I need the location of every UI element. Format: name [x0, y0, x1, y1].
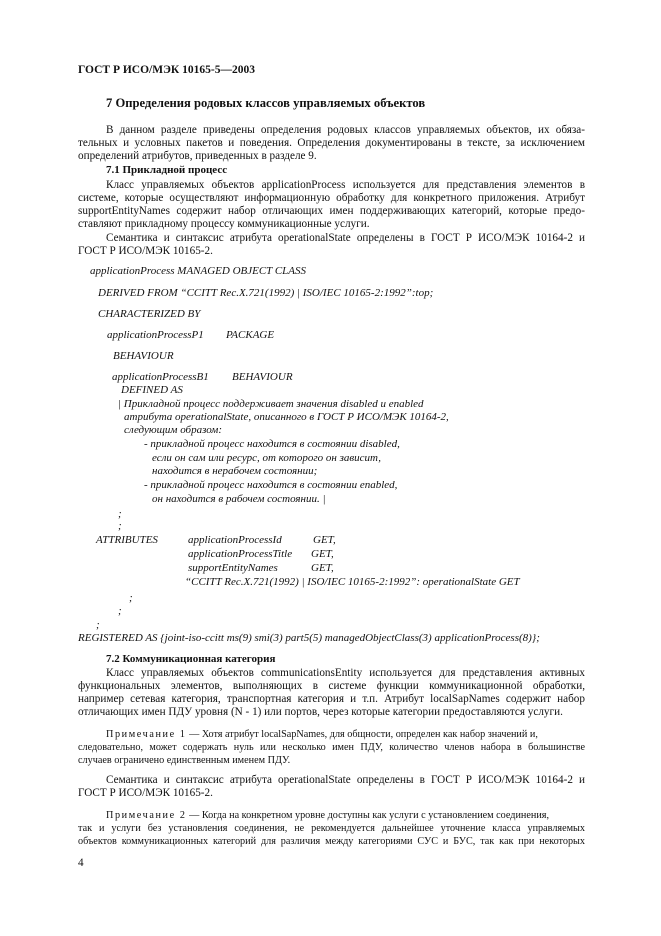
code-attribute-access: GET, [311, 562, 334, 574]
note-2-first-line [106, 809, 585, 822]
subsection-title-7-1: 7.1 Прикладной процесс [106, 164, 228, 176]
code-description-line: следующим образом: [124, 424, 222, 436]
paragraph-line: ГОСТ Р ИСО/МЭК 10165-2. [78, 787, 213, 799]
code-description-line: находится в нерабочем состоянии; [152, 465, 318, 477]
intro-line: определений атрибутов, приведенных в разделе 9. [78, 150, 317, 162]
paragraph-line: системе, которые осуществляют информационную обработку для конкретного приложения. Атрибут [78, 192, 585, 204]
code-semicolon: ; [129, 592, 133, 604]
code-description-line: - прикладной процесс находится в состоянии disabled, [144, 438, 400, 450]
note-1-line: случаев ограничено единственным именем ПДУ. [78, 755, 291, 766]
code-description-line: - прикладной процесс находится в состоянии enabled, [144, 479, 398, 491]
paragraph-line: supportEntityNames содержит набор отличающих имен поддерживающих категорий, которые предо- [78, 205, 585, 217]
paragraph-line: Семантика и синтаксис атрибута operationalState определены в ГОСТ Р ИСО/МЭК 10164-2 и [106, 774, 585, 786]
note-1-line: следовательно, может содержать нуль или несколько имен ПДУ, количество членов набора в большинстве [78, 742, 585, 753]
note-2-label: Примечание 2 [106, 810, 187, 821]
code-semicolon: ; [118, 520, 122, 532]
code-package-keyword: PACKAGE [226, 329, 275, 341]
code-attribute-name: applicationProcessId [188, 534, 282, 546]
paragraph-line: отличающих имен ПДУ уровня (N - 1) или портов, через которые категории предоставляются услуги. [78, 706, 563, 718]
code-package-name: applicationProcessP1 [107, 329, 204, 341]
code-semicolon: ; [118, 605, 122, 617]
paragraph-line: ГОСТ Р ИСО/МЭК 10165-2. [78, 245, 213, 257]
code-behaviour-name: applicationProcessB1 [112, 371, 209, 383]
paragraph-line: ставляют прикладному процессу коммуникационные услуги. [78, 218, 370, 230]
code-attribute-access: GET, [313, 534, 336, 546]
code-behaviour-keyword: BEHAVIOUR [232, 371, 293, 383]
paragraph-line: Семантика и синтаксис атрибута operationalState определены в ГОСТ Р ИСО/МЭК 10164-2 и [106, 232, 585, 244]
code-registered-as: REGISTERED AS {joint-iso-ccitt ms(9) smi(3) part5(5) managedObjectClass(3) applicationProcess(8)}; [78, 632, 540, 644]
document-header: ГОСТ Р ИСО/МЭК 10165-5—2003 [78, 64, 255, 76]
subsection-title-7-2: 7.2 Коммуникационная категория [106, 653, 276, 665]
code-description-line: если он сам или ресурс, от которого он зависит, [152, 452, 381, 464]
paragraph-line: функциональных элементов, выполняющих в системе функции коммуникационной обработки, [78, 680, 585, 692]
note-1-first-line [106, 728, 585, 741]
note-1-text: — Хотя атрибут localSapNames, для общности, определен как набор значений и, [189, 729, 538, 740]
paragraph-line: например сетевая категория, транспортная категория и т.п. Атрибут localSapNames содержит набор [78, 693, 585, 705]
code-attribute-name: applicationProcessTitle [188, 548, 293, 560]
paragraph-line: Класс управляемых объектов applicationProcess используется для представления элементов в [106, 179, 585, 191]
code-semicolon: ; [96, 619, 100, 631]
section-title: 7 Определения родовых классов управляемых объектов [106, 96, 426, 110]
note-2-text: — Когда на конкретном уровне доступны как услуги с установлением соединения, [189, 810, 550, 821]
code-attribute-name: supportEntityNames [188, 562, 278, 574]
code-line: CHARACTERIZED BY [98, 308, 201, 320]
code-line: BEHAVIOUR [113, 350, 174, 362]
note-2-line: так и услуги без установления соединения, не рекомендуется дальнейшее уточнение класса управляемых [78, 823, 585, 834]
code-attributes-keyword: ATTRIBUTES [96, 534, 158, 546]
code-semicolon: ; [118, 508, 122, 520]
code-attribute-access: GET, [311, 548, 334, 560]
intro-line: В данном разделе приведены определения родовых классов управляемых объектов, их обяза- [106, 124, 585, 136]
page-number: 4 [78, 857, 84, 869]
code-line: applicationProcess MANAGED OBJECT CLASS [90, 265, 307, 277]
note-1-label: Примечание 1 [106, 729, 187, 740]
code-line: DEFINED AS [121, 384, 183, 396]
paragraph-line: Класс управляемых объектов communicationsEntity используется для представления активных [106, 667, 585, 679]
code-description-line: он находится в рабочем состоянии. | [152, 493, 326, 505]
code-description-line: | Прикладной процесс поддерживает значения disabled и enabled [118, 398, 424, 410]
note-2-line: объектов коммуникационных категорий для различия между категориями СУС и БУС, так как при некоторых [78, 836, 585, 847]
code-attribute-reference: “CCITT Rec.X.721(1992) | ISO/IEC 10165-2:1992”: operationalState GET [185, 576, 520, 588]
intro-line: тельных и условных пакетов и поведения. Определения документированы в тексте, за исключением [78, 137, 585, 149]
code-line: DERIVED FROM “CCITT Rec.X.721(1992) | ISO/IEC 10165-2:1992”:top; [98, 287, 434, 299]
code-description-line: атрибута operationalState, описанного в ГОСТ Р ИСО/МЭК 10164-2, [124, 411, 449, 423]
